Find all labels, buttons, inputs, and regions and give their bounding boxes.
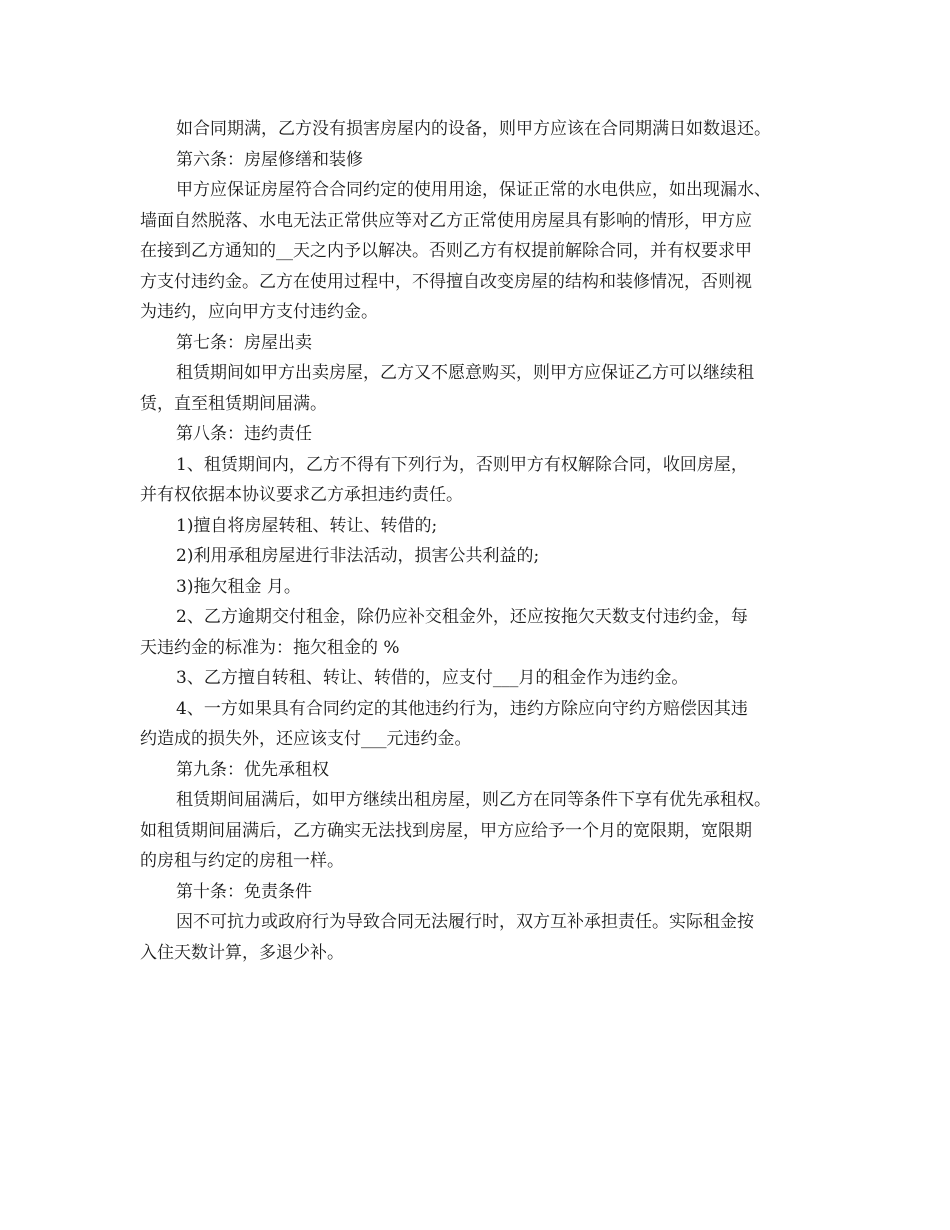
list-item: 2)利用承租房屋进行非法活动，损害公共利益的; (176, 546, 540, 566)
list-item: 3)拖欠租金 月。 (176, 576, 301, 597)
paragraph-line: 墙面自然脱落、水电无法正常供应等对乙方正常使用房屋具有影响的情形，甲方应 (140, 210, 752, 231)
clause-line: 约造成的损失外，还应该支付___元违约金。 (140, 729, 472, 749)
paragraph-line: 赁，直至租赁期间届满。 (140, 393, 327, 414)
clause-line: 2、乙方逾期交付租金，除仍应补交租金外，还应按拖欠天数支付违约金，每 (176, 607, 748, 627)
section-heading-article-8: 第八条：违约责任 (176, 424, 312, 444)
paragraph-line: 租赁期间届满后，如甲方继续出租房屋，则乙方在同等条件下享有优先承租权。 (176, 790, 771, 810)
clause-line: 4、一方如果具有合同约定的其他违约行为，违约方除应向守约方赔偿因其违 (176, 698, 748, 719)
section-heading-article-9: 第九条：优先承租权 (176, 759, 329, 780)
clause-line: 天违约金的标准为：拖欠租金的 % (140, 637, 400, 658)
list-item: 1)擅自将房屋转租、转让、转借的; (176, 515, 438, 536)
paragraph-line: 入住天数计算，多退少补。 (140, 942, 344, 963)
paragraph-line: 如租赁期间届满后，乙方确实无法找到房屋，甲方应给予一个月的宽限期，宽限期 (140, 820, 752, 841)
section-heading-article-10: 第十条：免责条件 (176, 881, 312, 902)
section-heading-article-7: 第七条：房屋出卖 (176, 332, 312, 353)
document-body (140, 114, 820, 968)
clause-line: 3、乙方擅自转租、转让、转借的，应支付___月的租金作为违约金。 (176, 668, 689, 688)
paragraph-line: 在接到乙方通知的__天之内予以解决。否则乙方有权提前解除合同，并有权要求甲 (140, 241, 752, 261)
paragraph-line: 因不可抗力或政府行为导致合同无法履行时，双方互补承担责任。实际租金按 (176, 912, 754, 932)
clause-line: 1、租赁期间内，乙方不得有下列行为，否则甲方有权解除合同，收回房屋， (176, 454, 748, 475)
paragraph-line: 为违约，应向甲方支付违约金。 (140, 302, 378, 322)
paragraph-line: 如合同期满，乙方没有损害房屋内的设备，则甲方应该在合同期满日如数退还。 (176, 119, 771, 139)
paragraph-line: 的房租与约定的房租一样。 (140, 851, 344, 871)
paragraph-line: 方支付违约金。乙方在使用过程中，不得擅自改变房屋的结构和装修情况，否则视 (140, 271, 752, 292)
section-heading-article-6: 第六条：房屋修缮和装修 (176, 149, 363, 170)
paragraph-line: 租赁期间如甲方出卖房屋，乙方又不愿意购买，则甲方应保证乙方可以继续租 (176, 363, 754, 383)
paragraph-line: 甲方应保证房屋符合合同约定的使用用途，保证正常的水电供应，如出现漏水、 (176, 180, 771, 200)
clause-line: 并有权依据本协议要求乙方承担违约责任。 (140, 485, 463, 505)
